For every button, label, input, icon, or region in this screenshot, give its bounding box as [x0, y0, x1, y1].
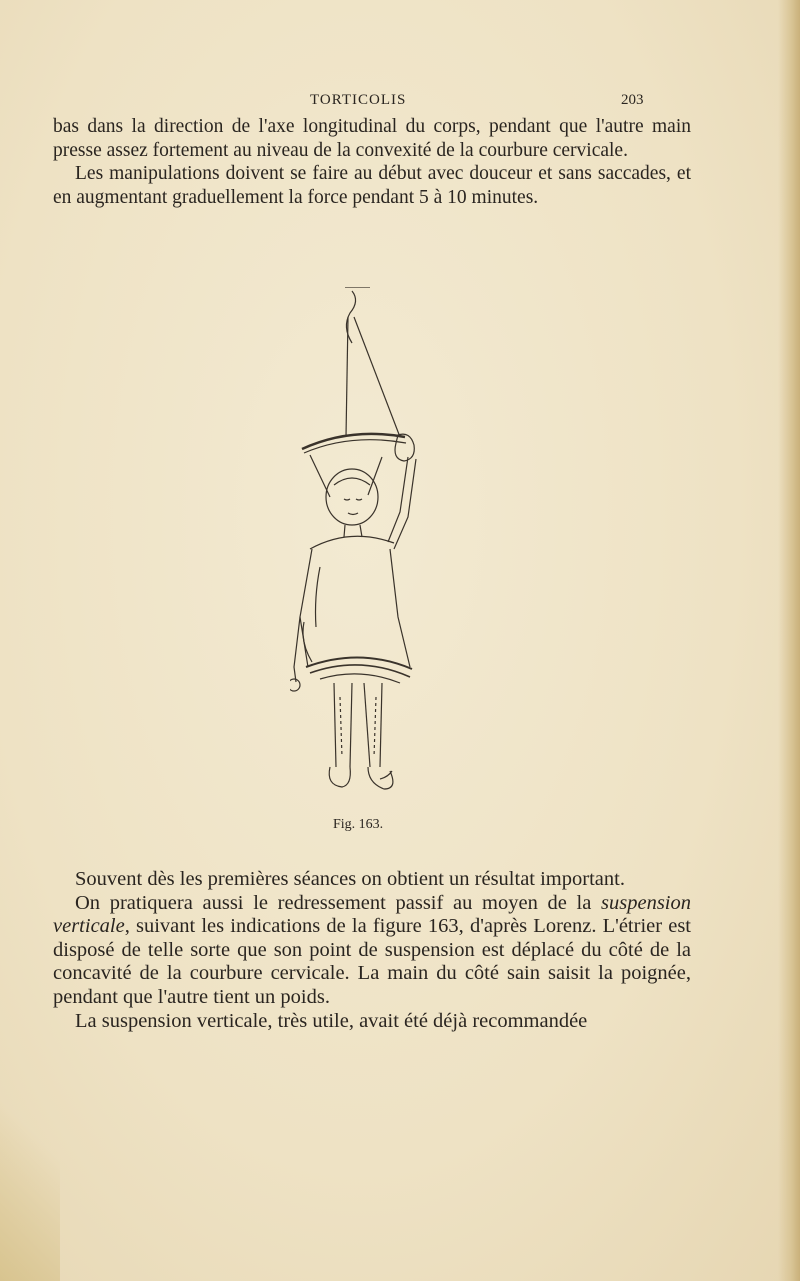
paragraph-suspension-end: , suivant les indications de la figure 163, d'après Lorenz. L'étrier est disposé de telle sorte que son point de suspension est déplacé du côté de la concavité de la courbure cervicale. La main du côté sain saisit la poignée, pendant que l'autre tient un poids.: [53, 915, 691, 1008]
figure-163: [290, 287, 440, 807]
top-text-block: [53, 115, 691, 209]
paragraph-continuation: bas dans la direction de l'axe longitudinal du corps, pendant que l'autre main presse assez fortement au niveau de la convexité de la courbure cervicale.: [53, 116, 691, 161]
paragraph-suspension-start: On pratiquera aussi le redressement passif au moyen de la: [75, 891, 602, 914]
paragraph-suspension: [53, 892, 691, 1010]
paragraph-manipulations: Les manipulations doivent se faire au début avec douceur et sans saccades, et en augmentant graduellement la force pendant 5 à 10 minutes.: [53, 163, 691, 208]
figure-caption: Fig. 163.: [333, 817, 384, 832]
paragraph-recommandee: La suspension verticale, très utile, avait été déjà recommandée: [75, 1009, 588, 1032]
bottom-text-block: [53, 868, 691, 1033]
running-title: TORTICOLIS: [310, 92, 407, 108]
running-header: [0, 92, 800, 114]
page-edge-shadow: [778, 0, 800, 1281]
paragraph-souvent: Souvent dès les premières séances on obtient un résultat important.: [75, 868, 625, 890]
italic-term: suspension verticale: [53, 891, 691, 938]
page-number: 203: [621, 92, 644, 108]
page-corner-stain: [0, 1081, 60, 1281]
suspension-figure-illustration: [290, 287, 440, 807]
